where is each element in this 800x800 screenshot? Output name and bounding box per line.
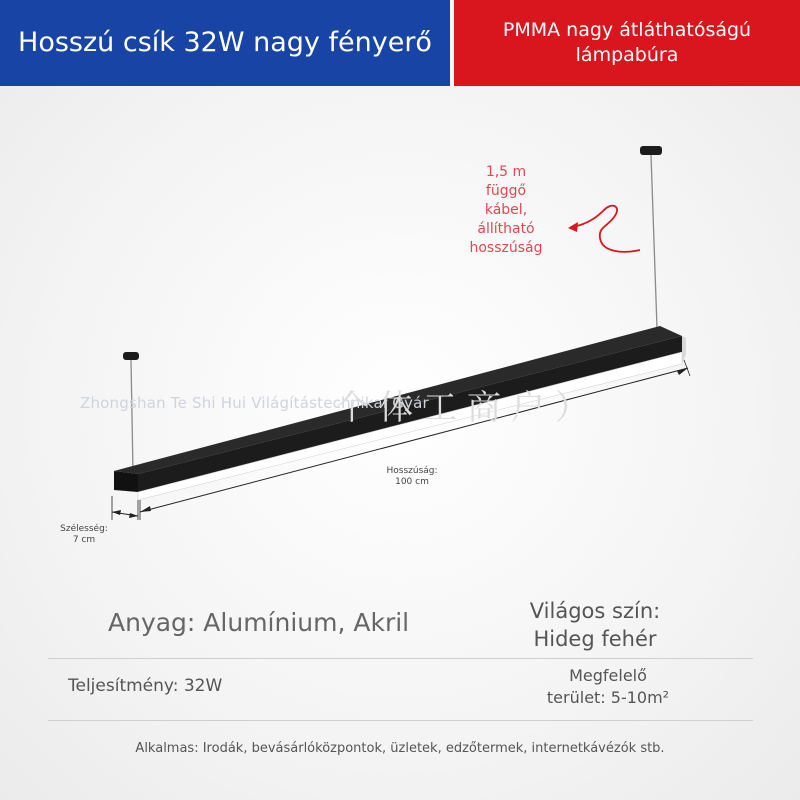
width-arrow-left xyxy=(112,510,121,515)
suspension-cable-left xyxy=(131,360,133,472)
lamp-end-cap xyxy=(682,336,686,364)
width-dimension-label xyxy=(52,524,116,546)
length-value: 100 cm xyxy=(395,477,429,487)
spec-divider-top xyxy=(48,658,753,659)
product-title: Hosszú csík 32W nagy fényerő xyxy=(18,27,432,58)
ceiling-canopy-left xyxy=(123,352,139,360)
spec-area: Megfelelő terület: 5-10m² xyxy=(546,666,670,707)
width-value: 7 cm xyxy=(72,535,96,545)
length-extension-right xyxy=(684,360,690,376)
lampshade-title: PMMA nagy átláthatóságú lámpabúra xyxy=(502,19,752,66)
lamp-body-front xyxy=(114,471,138,492)
callout-arrow-head xyxy=(568,222,578,232)
callout-arrow-icon xyxy=(572,206,640,252)
length-label: Hosszúság: xyxy=(386,466,438,476)
width-label: Szélesség: xyxy=(60,524,108,534)
suitable-for-text: Alkalmas: Irodák, bevásárlóközpontok, üzletek, edzőtermek, internetkávézók stb. xyxy=(135,741,665,756)
cable-callout: 1,5 m függő kábel, állítható hosszúság xyxy=(469,164,543,256)
watermark-cjk-text: 个体工商户） xyxy=(335,388,599,428)
suspension-cable-right xyxy=(651,155,657,328)
spec-light-color: Világos szín: Hideg fehér xyxy=(529,599,661,651)
ceiling-canopy-right xyxy=(640,146,662,155)
watermark-text: Zhongshan Te Shi Hui Világítástechnikai Gyár xyxy=(80,394,429,412)
length-arrow-left xyxy=(140,506,151,512)
width-arrow-right xyxy=(129,513,138,518)
length-dimension-label xyxy=(372,466,452,488)
spec-power: Teljesítmény: 32W xyxy=(68,676,223,696)
spec-material: Anyag: Alumínium, Akril xyxy=(108,608,410,637)
spec-divider-bottom xyxy=(48,720,753,721)
